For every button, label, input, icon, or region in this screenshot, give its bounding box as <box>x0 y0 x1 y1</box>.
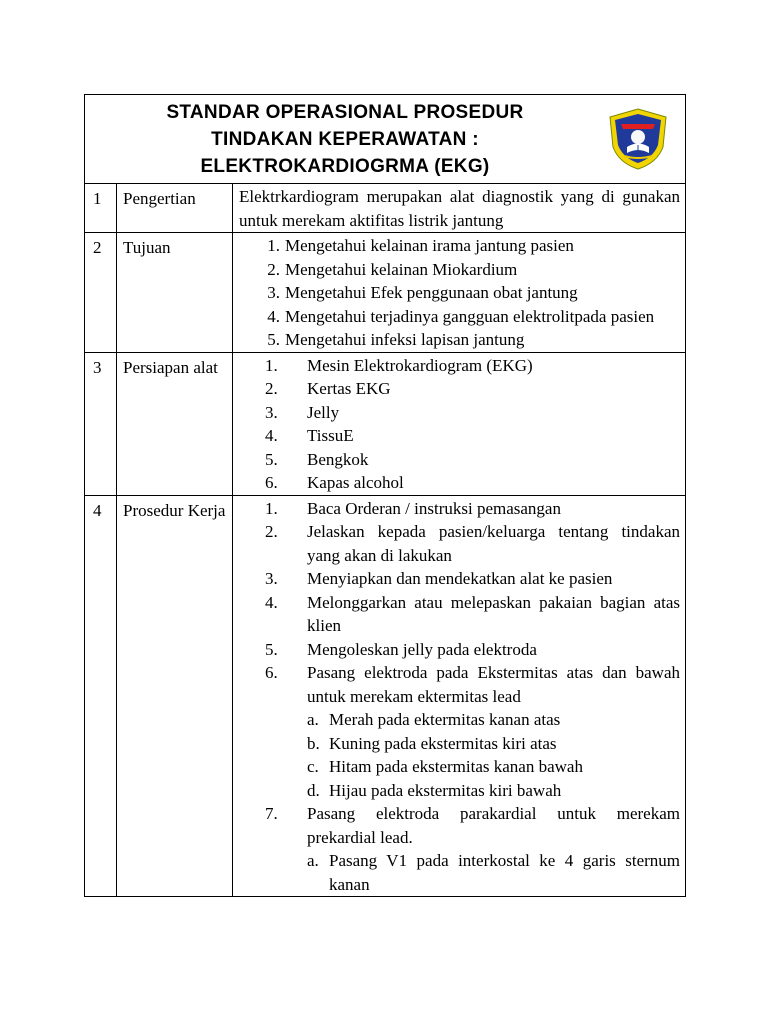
item-text: Kertas EKG <box>307 379 391 398</box>
row-number: 3 <box>85 353 117 495</box>
list-item <box>239 424 680 448</box>
item-text: Kuning pada ekstermitas kiri atas <box>329 733 557 753</box>
item-number: 2. <box>265 379 278 398</box>
list-item <box>239 281 680 305</box>
item-letter: a. <box>307 851 319 870</box>
row-content <box>233 496 685 897</box>
list-item <box>239 661 680 708</box>
list-item <box>239 471 680 495</box>
item-number: 7. <box>265 804 278 823</box>
title-line: TINDAKAN KEPERAWATAN : <box>211 129 479 150</box>
item-letter: d. <box>307 780 320 800</box>
list-item <box>239 377 680 401</box>
list-item <box>239 638 680 662</box>
item-text: Hijau pada ekstermitas kiri bawah <box>329 780 562 800</box>
item-text: Pasang V1 pada interkostal ke 4 garis sternum kanan <box>329 851 680 894</box>
row-content <box>233 184 685 232</box>
document-header <box>85 95 685 184</box>
item-text: Hitam pada ekstermitas kanan bawah <box>329 757 583 776</box>
definition-text: Elektrkardiogram merupakan alat diagnostik yang di gunakan untuk merekam aktifitas listrik jantung <box>239 187 680 230</box>
item-text: Pasang elektroda parakardial untuk merekam prekardial lead. <box>307 804 680 847</box>
table-row <box>85 496 685 897</box>
table-row <box>85 353 685 496</box>
list-item <box>239 591 680 638</box>
list-item <box>239 305 680 329</box>
item-text: Merah pada ektermitas kanan atas <box>329 710 561 729</box>
sub-list-item <box>239 849 680 896</box>
item-text: Menyiapkan dan mendekatkan alat ke pasien <box>307 569 613 588</box>
item-number: 1. <box>265 355 278 375</box>
item-text: Mengetahui infeksi lapisan jantung <box>285 330 525 349</box>
item-number: 2. <box>267 259 280 279</box>
document-title <box>85 99 605 180</box>
row-content <box>233 233 685 352</box>
row-label: Prosedur Kerja <box>117 496 233 897</box>
sub-list-item <box>239 732 680 756</box>
row-number: 1 <box>85 184 117 232</box>
item-text: Mengetahui terjadinya gangguan elektrolitpada pasien <box>285 306 655 326</box>
item-text: Mengetahui kelainan Miokardium <box>285 259 518 279</box>
list-item <box>239 520 680 567</box>
item-number: 4. <box>265 426 278 445</box>
sub-list-item <box>239 779 680 803</box>
sub-list-item <box>239 755 680 779</box>
item-text: Mengetahui kelainan irama jantung pasien <box>285 236 574 255</box>
item-number: 1. <box>265 498 278 518</box>
item-text: Kapas alcohol <box>307 473 404 492</box>
list-item <box>239 234 680 258</box>
list-item <box>239 258 680 282</box>
title-line: STANDAR OPERASIONAL PROSEDUR <box>166 102 524 123</box>
item-number: 3. <box>265 569 278 588</box>
item-letter: a. <box>307 710 319 729</box>
item-number: 3. <box>265 402 278 422</box>
list-item <box>239 567 680 591</box>
item-number: 3. <box>267 283 280 302</box>
title-line: ELEKTROKARDIOGRMA (EKG) <box>200 156 490 177</box>
item-text: Mesin Elektrokardiogram (EKG) <box>307 355 533 375</box>
item-number: 4. <box>265 592 278 612</box>
item-number: 6. <box>265 663 278 682</box>
item-number: 5. <box>265 639 278 659</box>
item-text: TissuE <box>307 426 354 445</box>
sub-list-item <box>239 708 680 732</box>
item-text: Jelly <box>307 402 340 422</box>
item-number: 4. <box>267 306 280 326</box>
list-item <box>239 497 680 521</box>
item-number: 5. <box>265 449 278 469</box>
item-text: Bengkok <box>307 449 369 469</box>
row-content <box>233 353 685 495</box>
table-row <box>85 184 685 233</box>
item-letter: c. <box>307 757 319 776</box>
list-item <box>239 401 680 425</box>
item-number: 6. <box>265 473 278 492</box>
item-text: Baca Orderan / instruksi pemasangan <box>307 498 561 518</box>
item-number: 2. <box>265 522 278 541</box>
row-label: Pengertian <box>117 184 233 232</box>
list-item <box>239 802 680 849</box>
sop-document <box>84 94 686 897</box>
item-text: Melonggarkan atau melepaskan pakaian bagian atas klien <box>307 592 680 635</box>
item-text: Mengetahui Efek penggunaan obat jantung <box>285 283 578 302</box>
row-label: Persiapan alat <box>117 353 233 495</box>
school-crest-logo <box>607 107 669 171</box>
item-number: 5. <box>267 330 280 349</box>
list-item <box>239 354 680 378</box>
item-text: Jelaskan kepada pasien/keluarga tentang tindakan yang akan di lakukan <box>307 522 680 565</box>
table-row <box>85 233 685 353</box>
list-item <box>239 328 680 352</box>
item-text: Pasang elektroda pada Ekstermitas atas dan bawah untuk merekam ektermitas lead <box>307 663 680 706</box>
list-item <box>239 448 680 472</box>
row-label: Tujuan <box>117 233 233 352</box>
item-text: Mengoleskan jelly pada elektroda <box>307 639 537 659</box>
row-number: 4 <box>85 496 117 897</box>
item-number: 1. <box>267 236 280 255</box>
row-number: 2 <box>85 233 117 352</box>
item-letter: b. <box>307 733 320 753</box>
